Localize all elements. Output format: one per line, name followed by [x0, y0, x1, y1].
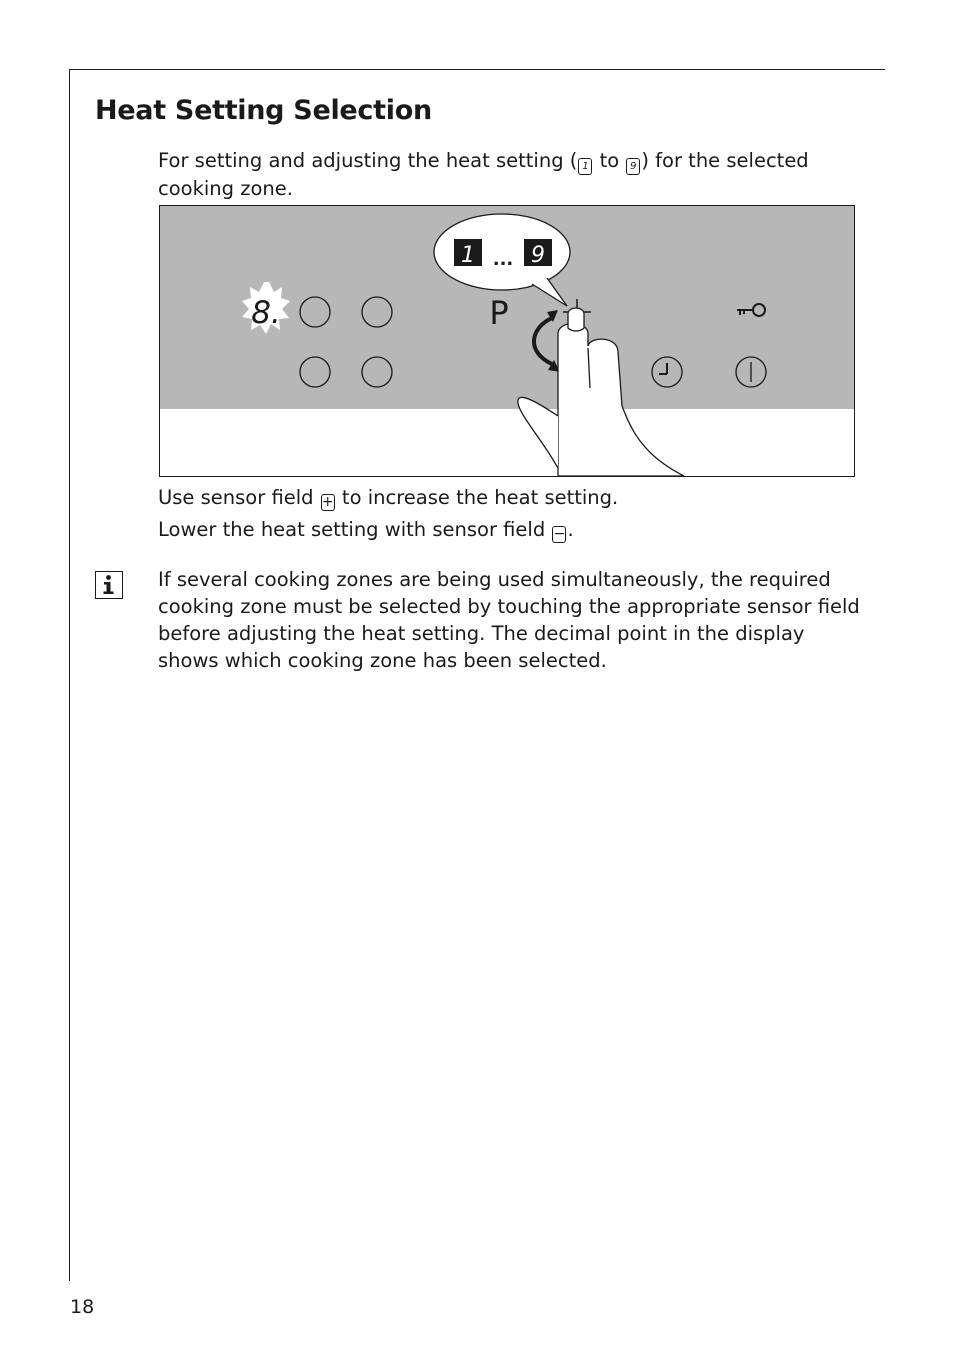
heat-level-high-glyph: 9 — [626, 158, 640, 175]
program-label: P — [489, 294, 509, 332]
intro-text-2: to — [593, 149, 626, 172]
decrease-text-1: Lower the heat setting with sensor field — [158, 518, 552, 541]
control-panel-figure — [159, 205, 855, 477]
intro-text-3: ) for the selected cooking zone. — [158, 149, 809, 200]
page-number: 18 — [70, 1296, 95, 1318]
bubble-level-low: 1 — [461, 243, 475, 268]
bubble-level-high: 9 — [531, 243, 545, 268]
increase-text-2: to increase the heat setting. — [335, 486, 619, 509]
left-rule — [69, 69, 70, 1281]
top-rule — [69, 69, 885, 70]
display-digit: 8. — [251, 295, 281, 331]
section-title: Heat Setting Selection — [95, 95, 432, 126]
heat-level-low-glyph: 1 — [578, 158, 592, 175]
minus-glyph: − — [553, 526, 566, 542]
intro-text-1: For setting and adjusting the heat setting ( — [158, 149, 578, 172]
note-paragraph: If several cooking zones are being used simultaneously, the required cooking zone must be selected by touching the appropriate sensor field before adjusting the heat setting. The decimal point in the display shows which cooking zone has been selected. — [158, 568, 860, 672]
decrease-text-2: . — [567, 518, 574, 541]
decrease-instruction — [158, 516, 574, 543]
bubble-ellipsis: ... — [492, 249, 514, 270]
intro-paragraph — [158, 147, 858, 202]
control-panel-svg — [160, 206, 854, 476]
increase-text-1: Use sensor field — [158, 486, 320, 509]
plus-glyph: + — [321, 494, 334, 510]
info-icon — [95, 571, 123, 599]
increase-instruction — [158, 484, 618, 511]
